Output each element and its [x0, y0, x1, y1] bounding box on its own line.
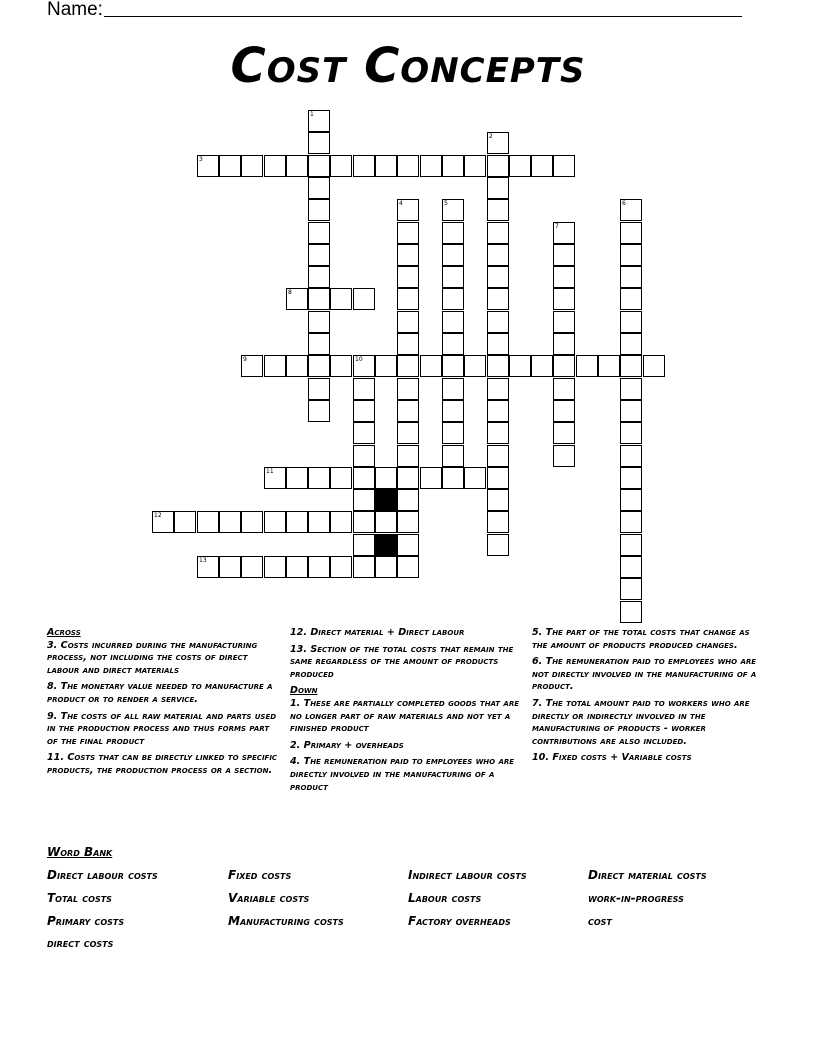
grid-cell[interactable]: [442, 333, 464, 355]
grid-cell[interactable]: [442, 222, 464, 244]
grid-cell[interactable]: [487, 511, 509, 533]
grid-cell[interactable]: [487, 155, 509, 177]
grid-cell[interactable]: [286, 355, 308, 377]
word-bank-item: Direct labour costs: [47, 868, 158, 882]
grid-cell[interactable]: [286, 155, 308, 177]
grid-cell[interactable]: [308, 266, 330, 288]
clue-down-7: 7. The total amount paid to workers who are directly or indirectly involved in the manufacturing of products - worker contributions are also included.: [532, 697, 750, 747]
clue-across-13: 13. Section of the total costs that remain the same regardless of the amount of products produced: [290, 643, 514, 680]
grid-cell[interactable]: [330, 355, 352, 377]
grid-cell[interactable]: [397, 288, 419, 310]
grid-cell[interactable]: [620, 489, 642, 511]
word-bank-item: cost: [588, 914, 612, 928]
grid-cell[interactable]: [487, 288, 509, 310]
grid-cell[interactable]: [553, 400, 575, 422]
grid-cell[interactable]: [487, 445, 509, 467]
grid-cell[interactable]: [353, 445, 375, 467]
grid-cell[interactable]: [620, 445, 642, 467]
grid-cell[interactable]: [219, 155, 241, 177]
grid-cell[interactable]: [464, 467, 486, 489]
grid-cell[interactable]: [620, 601, 642, 623]
clues-column-1: [47, 627, 283, 782]
grid-cell[interactable]: [553, 266, 575, 288]
grid-cell[interactable]: [353, 155, 375, 177]
grid-cell[interactable]: [620, 534, 642, 556]
grid-cell[interactable]: [330, 511, 352, 533]
grid-cell[interactable]: [353, 378, 375, 400]
clues-column-2: [290, 627, 520, 798]
grid-cell[interactable]: [442, 311, 464, 333]
grid-cell[interactable]: [620, 355, 642, 377]
grid-cell[interactable]: [487, 199, 509, 221]
clues-column-3: [532, 627, 768, 769]
grid-cell[interactable]: [553, 355, 575, 377]
grid-cell[interactable]: [286, 467, 308, 489]
cell-number: 11: [266, 468, 274, 475]
grid-cell[interactable]: [375, 511, 397, 533]
cell-number: 1: [310, 111, 314, 118]
grid-cell[interactable]: [531, 155, 553, 177]
grid-cell[interactable]: [487, 422, 509, 444]
word-bank-item: direct costs: [47, 936, 114, 950]
grid-cell[interactable]: [308, 355, 330, 377]
grid-cell[interactable]: [620, 378, 642, 400]
grid-cell[interactable]: [308, 155, 330, 177]
grid-cell[interactable]: [197, 556, 219, 578]
down-heading: Down: [290, 685, 318, 697]
grid-cell[interactable]: [487, 467, 509, 489]
grid-cell[interactable]: [308, 199, 330, 221]
grid-cell[interactable]: [375, 556, 397, 578]
grid-cell[interactable]: [487, 266, 509, 288]
grid-cell[interactable]: [464, 355, 486, 377]
grid-cell[interactable]: [308, 467, 330, 489]
grid-cell[interactable]: [264, 511, 286, 533]
clue-down-4: 4. The remuneration paid to employees who are directly involved in the manufacturing of a product: [290, 756, 515, 793]
grid-cell[interactable]: [553, 333, 575, 355]
grid-cell[interactable]: [397, 199, 419, 221]
grid-cell[interactable]: [487, 244, 509, 266]
grid-cell[interactable]: [442, 422, 464, 444]
grid-cell[interactable]: [487, 489, 509, 511]
grid-cell[interactable]: [509, 155, 531, 177]
grid-cell[interactable]: [620, 556, 642, 578]
grid-cell[interactable]: [620, 222, 642, 244]
grid-cell[interactable]: [241, 155, 263, 177]
grid-cell[interactable]: [487, 311, 509, 333]
grid-cell[interactable]: [442, 288, 464, 310]
grid-cell[interactable]: [620, 266, 642, 288]
grid-cell[interactable]: [375, 155, 397, 177]
across-heading: Across: [47, 627, 81, 638]
grid-cell[interactable]: [442, 378, 464, 400]
clue-down-5: 5. The part of the total costs that change as the amount of products produced changes.: [532, 627, 750, 651]
cell-number: 12: [154, 512, 162, 519]
grid-cell[interactable]: [442, 400, 464, 422]
grid-cell[interactable]: [620, 578, 642, 600]
clue-down-2: 2. Primary + overheads: [290, 739, 404, 751]
grid-cell[interactable]: [620, 511, 642, 533]
grid-cell[interactable]: [397, 445, 419, 467]
grid-cell[interactable]: [397, 534, 419, 556]
grid-cell[interactable]: [487, 355, 509, 377]
grid-cell[interactable]: [397, 400, 419, 422]
grid-cell[interactable]: [420, 467, 442, 489]
grid-cell[interactable]: [152, 511, 174, 533]
grid-cell[interactable]: [487, 177, 509, 199]
grid-cell[interactable]: [487, 378, 509, 400]
grid-cell[interactable]: [219, 556, 241, 578]
grid-cell[interactable]: [397, 155, 419, 177]
grid-cell[interactable]: [397, 355, 419, 377]
grid-cell[interactable]: [397, 222, 419, 244]
grid-cell[interactable]: [330, 467, 352, 489]
grid-cell[interactable]: [330, 288, 352, 310]
grid-cell[interactable]: [219, 511, 241, 533]
grid-cell[interactable]: [308, 222, 330, 244]
black-cell: [375, 489, 397, 511]
grid-cell[interactable]: [442, 244, 464, 266]
grid-cell[interactable]: [442, 355, 464, 377]
grid-cell[interactable]: [442, 199, 464, 221]
grid-cell[interactable]: [397, 266, 419, 288]
cell-number: 9: [243, 356, 247, 363]
word-bank-item: Labour costs: [408, 891, 482, 905]
clue-across-9: 9. The costs of all raw material and parts used in the production process and thus forms part of the final product: [47, 710, 277, 747]
grid-cell[interactable]: [308, 132, 330, 154]
grid-cell[interactable]: [308, 177, 330, 199]
grid-cell[interactable]: [620, 244, 642, 266]
grid-cell[interactable]: [264, 467, 286, 489]
grid-cell[interactable]: [308, 311, 330, 333]
cell-number: 2: [489, 133, 493, 140]
grid-cell[interactable]: [553, 311, 575, 333]
word-bank-item: Manufacturing costs: [228, 914, 344, 928]
grid-cell[interactable]: [553, 222, 575, 244]
grid-cell[interactable]: [442, 467, 464, 489]
word-bank-item: Total costs: [47, 891, 112, 905]
grid-cell[interactable]: [397, 311, 419, 333]
name-label: Name:: [47, 0, 103, 20]
grid-cell[interactable]: [353, 467, 375, 489]
grid-cell[interactable]: [286, 511, 308, 533]
grid-cell[interactable]: [620, 400, 642, 422]
clue-across-12: 12. Direct material + Direct labour: [290, 627, 465, 638]
grid-cell[interactable]: [553, 155, 575, 177]
grid-cell[interactable]: [353, 288, 375, 310]
grid-cell[interactable]: [643, 355, 665, 377]
grid-cell[interactable]: [553, 244, 575, 266]
black-cell: [375, 534, 397, 556]
grid-cell[interactable]: [464, 155, 486, 177]
grid-cell[interactable]: [241, 355, 263, 377]
grid-cell[interactable]: [620, 333, 642, 355]
grid-cell[interactable]: [620, 288, 642, 310]
grid-cell[interactable]: [308, 110, 330, 132]
grid-cell[interactable]: [442, 155, 464, 177]
grid-cell[interactable]: [308, 333, 330, 355]
word-bank-item: Indirect labour costs: [408, 868, 527, 882]
grid-cell[interactable]: [620, 311, 642, 333]
word-bank-item: Variable costs: [228, 891, 310, 905]
grid-cell[interactable]: [442, 445, 464, 467]
grid-cell[interactable]: [353, 355, 375, 377]
word-bank-item: Factory overheads: [408, 914, 511, 928]
word-bank-title: Word Bank: [47, 845, 113, 859]
grid-cell[interactable]: [330, 556, 352, 578]
grid-cell[interactable]: [174, 511, 196, 533]
grid-cell[interactable]: [620, 422, 642, 444]
grid-cell[interactable]: [531, 355, 553, 377]
grid-cell[interactable]: [487, 333, 509, 355]
grid-cell[interactable]: [264, 155, 286, 177]
grid-cell[interactable]: [264, 556, 286, 578]
word-bank-item: work-in-progress: [588, 891, 684, 905]
grid-cell[interactable]: [264, 355, 286, 377]
clue-down-10: 10. Fixed costs + Variable costs: [532, 752, 692, 764]
grid-cell[interactable]: [487, 222, 509, 244]
grid-cell[interactable]: [375, 355, 397, 377]
grid-cell[interactable]: [598, 355, 620, 377]
grid-cell[interactable]: [197, 155, 219, 177]
grid-cell[interactable]: [397, 422, 419, 444]
grid-cell[interactable]: [553, 378, 575, 400]
grid-cell[interactable]: [308, 244, 330, 266]
grid-cell[interactable]: [420, 355, 442, 377]
cell-number: 3: [199, 156, 203, 163]
grid-cell[interactable]: [308, 400, 330, 422]
grid-cell[interactable]: [397, 378, 419, 400]
grid-cell[interactable]: [353, 556, 375, 578]
grid-cell[interactable]: [353, 489, 375, 511]
grid-cell[interactable]: [397, 556, 419, 578]
grid-cell[interactable]: [397, 511, 419, 533]
cell-number: 5: [444, 200, 448, 207]
clue-across-3: 3. Costs incurred during the manufacturing process, not including the costs of direct labour and direct materials: [47, 639, 258, 676]
grid-cell[interactable]: [487, 534, 509, 556]
grid-cell[interactable]: [197, 511, 219, 533]
grid-cell[interactable]: [442, 266, 464, 288]
clue-down-1: 1. These are partially completed goods that are no longer part of raw materials and not yet a finished product: [290, 697, 520, 735]
clue-down-6: 6. The remuneration paid to employees who are not directly involved in the manufacturing of a product.: [532, 656, 757, 693]
page-title: Cost Concepts: [230, 38, 586, 94]
grid-cell[interactable]: [620, 467, 642, 489]
cell-number: 8: [288, 289, 292, 296]
grid-cell[interactable]: [353, 422, 375, 444]
grid-cell[interactable]: [553, 445, 575, 467]
grid-cell[interactable]: [330, 155, 352, 177]
grid-cell[interactable]: [308, 556, 330, 578]
word-bank-item: Primary costs: [47, 914, 125, 928]
grid-cell[interactable]: [576, 355, 598, 377]
clue-across-11: 11. Costs that can be directly linked to specific products, the production process or a section.: [47, 752, 278, 776]
grid-cell[interactable]: [353, 534, 375, 556]
cell-number: 13: [199, 557, 207, 564]
grid-cell[interactable]: [420, 155, 442, 177]
grid-cell[interactable]: [353, 400, 375, 422]
grid-cell[interactable]: [308, 288, 330, 310]
grid-cell[interactable]: [286, 556, 308, 578]
grid-cell[interactable]: [397, 244, 419, 266]
grid-cell[interactable]: [397, 333, 419, 355]
grid-cell[interactable]: [241, 556, 263, 578]
grid-cell[interactable]: [286, 288, 308, 310]
clue-across-8: 8. The monetary value needed to manufacture a product or to render a service.: [47, 681, 273, 705]
grid-cell[interactable]: [397, 489, 419, 511]
grid-cell[interactable]: [397, 467, 419, 489]
cell-number: 6: [622, 200, 626, 207]
word-bank-item: Direct material costs: [588, 868, 707, 882]
grid-cell[interactable]: [487, 132, 509, 154]
cell-number: 4: [399, 200, 403, 207]
grid-cell[interactable]: [241, 511, 263, 533]
grid-cell[interactable]: [509, 355, 531, 377]
grid-cell[interactable]: [487, 400, 509, 422]
cell-number: 7: [555, 223, 559, 230]
word-bank-item: Fixed costs: [228, 868, 292, 882]
cell-number: 10: [355, 356, 363, 363]
grid-cell[interactable]: [553, 288, 575, 310]
grid-cell[interactable]: [620, 199, 642, 221]
grid-cell[interactable]: [353, 511, 375, 533]
grid-cell[interactable]: [308, 378, 330, 400]
grid-cell[interactable]: [375, 467, 397, 489]
grid-cell[interactable]: [308, 511, 330, 533]
grid-cell[interactable]: [553, 422, 575, 444]
